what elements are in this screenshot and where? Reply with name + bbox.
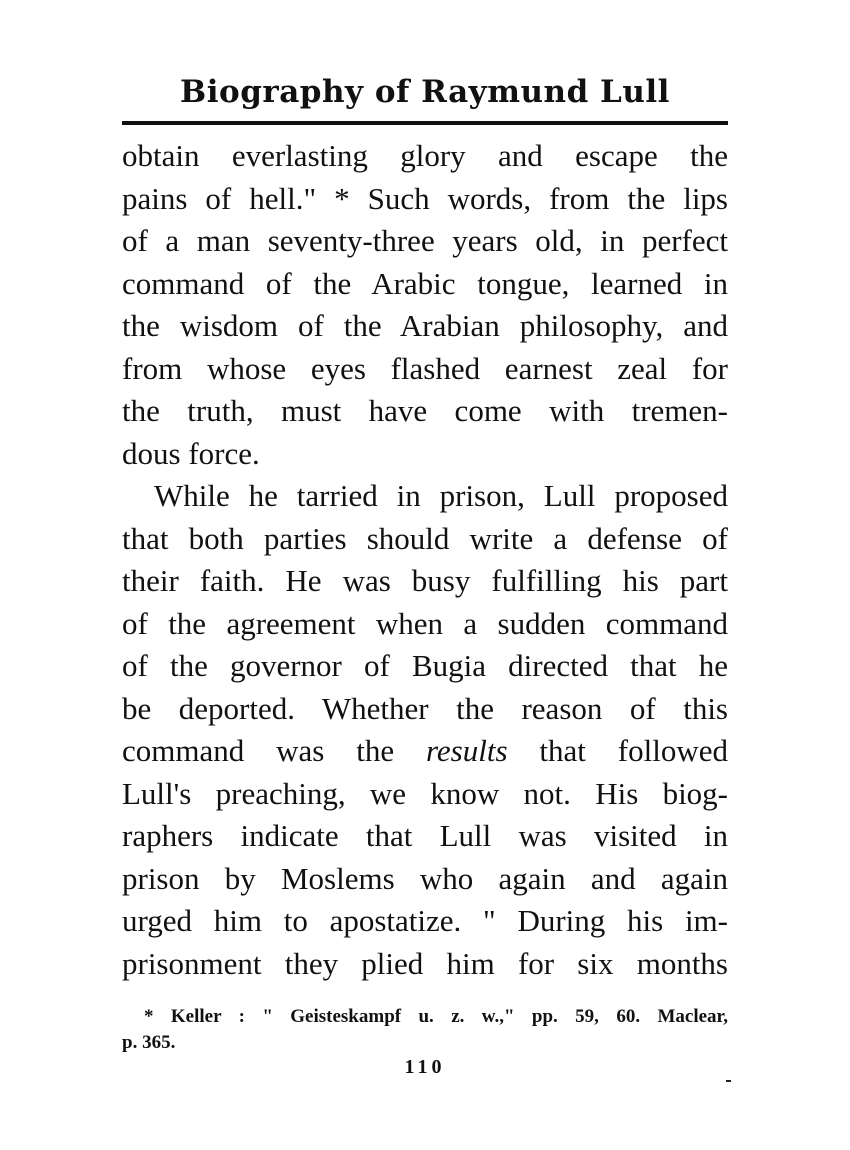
text-line: raphers indicate that Lull was visited in [122,818,728,853]
paragraph-2 [122,475,728,985]
text-line: from whose eyes flashed earnest zeal for [122,350,728,386]
print-speck [726,1080,731,1082]
line-start: command was the [122,733,426,768]
text-line: be deported. Whether the reason of this [122,690,728,726]
text-line: urged him to apostatize. " During his im- [122,903,728,938]
page-number: 110 [404,1056,446,1078]
text-line: the truth, must have come with tremen- [122,393,728,428]
text-line: prison by Moslems who again and again [122,860,728,896]
text-line: of a man seventy-three years old, in perfect [122,223,728,258]
text-line: While he tarried in prison, Lull proposed [154,478,728,513]
paragraph-1 [122,135,728,475]
text-line: obtain everlasting glory and escape the [122,138,728,173]
text-line: of the agreement when a sudden command [122,605,728,641]
footnote [122,1004,728,1056]
text-line: Lull's preaching, we know not. His biog- [122,775,728,811]
text-line: of the governor of Bugia directed that he [122,648,728,683]
body-text [122,135,728,985]
text-line: prisonment they plied him for six months [122,945,728,981]
running-head: Biography of Raymund Lull [180,74,670,110]
footnote-line: * Keller : " Geisteskampf u. z. w.," pp. 59, 60. Maclear, [144,1006,728,1027]
text-line: command of the Arabic tongue, learned in [122,265,728,301]
text-line: the wisdom of the Arabian philosophy, and [122,308,728,343]
text-line: dous force. [122,435,260,471]
italic-word: results [426,733,508,768]
text-line-with-italic [122,730,728,773]
footnote-line: p. 365. [122,1032,176,1053]
line-end: that followed [539,733,728,768]
text-line: that both parties should write a defense of [122,520,728,556]
header-rule [122,121,728,125]
text-line: pains of hell." * Such words, from the lips [122,180,728,216]
text-line: their faith. He was busy fulfilling his part [122,563,728,598]
